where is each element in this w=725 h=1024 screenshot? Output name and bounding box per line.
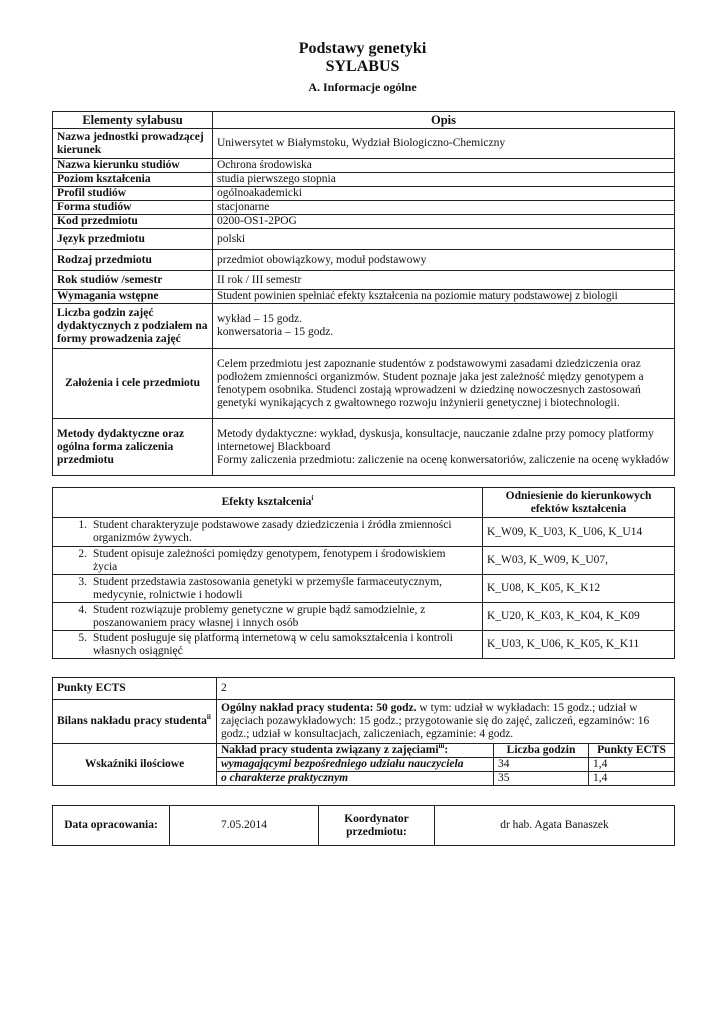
table-row bbox=[53, 129, 675, 159]
work-header-suffix: : bbox=[444, 744, 449, 756]
col-header-effects bbox=[53, 488, 483, 518]
effect-refs: K_U03, K_U06, K_K05, K_K11 bbox=[483, 631, 675, 659]
effect-number: 5. bbox=[78, 631, 87, 644]
hours-value bbox=[213, 304, 675, 349]
methods-assessment: Formy zaliczenia przedmiotu: zaliczenie na ocenę konwersatoriów, zaliczenie na ocenę wykładów bbox=[217, 453, 670, 466]
table-row bbox=[53, 744, 675, 758]
effect-refs: K_W03, K_W09, K_U07, bbox=[483, 547, 675, 575]
footer-table bbox=[52, 805, 675, 846]
section-title: A. Informacje ogólne bbox=[308, 80, 417, 94]
col-header-description: Opis bbox=[213, 112, 675, 129]
row-label: Forma studiów bbox=[53, 201, 213, 215]
table-row bbox=[53, 215, 675, 229]
row-label: Kod przedmiotu bbox=[53, 215, 213, 229]
effect-text: Student opisuje zależności pomiędzy genotypem, fenotypem i środowiskiem życia bbox=[93, 547, 446, 573]
work-row-label: wymagającymi bezpośredniego udziału nauczyciela bbox=[217, 758, 494, 772]
effect-refs: K_U20, K_K03, K_K04, K_K09 bbox=[483, 603, 675, 631]
table-row bbox=[53, 547, 675, 575]
effect-number: 2. bbox=[78, 547, 87, 560]
table-row bbox=[53, 173, 675, 187]
table-header-row bbox=[53, 488, 675, 518]
row-value: studia pierwszego stopnia bbox=[213, 173, 675, 187]
coordinator-value: dr hab. Agata Banaszek bbox=[435, 806, 675, 846]
row-value: II rok / III semestr bbox=[213, 271, 675, 290]
course-title: Podstawy genetyki bbox=[298, 40, 427, 57]
row-label: Poziom kształcenia bbox=[53, 173, 213, 187]
row-value: stacjonarne bbox=[213, 201, 675, 215]
effect-text: Student rozwiązuje problemy genetyczne w grupie bądź samodzielnie, z poszanowaniem pracy własnej i innych osób bbox=[93, 603, 426, 629]
row-value: przedmiot obowiązkowy, moduł podstawowy bbox=[213, 250, 675, 271]
goals-value: Celem przedmiotu jest zapoznanie studentów z podstawowymi zasadami dziedziczenia oraz podłożem zmienności organizmów. Student poznaje jaka jest zależność między genotypem a fenotypem osobnika. Studenci zostają wprowadzeni w dziedzinę nowoczesnych zastosowań genetyki wynikających z gwałtownego rozwoju inżynierii genetycznej i biotechnologii. bbox=[213, 349, 675, 419]
row-value: ogólnoakademicki bbox=[213, 187, 675, 201]
ects-header: Punkty ECTS bbox=[589, 744, 675, 758]
indicators-label: Wskaźniki ilościowe bbox=[53, 744, 217, 786]
workload-label bbox=[53, 700, 217, 744]
work-row-hours: 34 bbox=[494, 758, 589, 772]
table-row bbox=[53, 349, 675, 419]
table-row bbox=[53, 290, 675, 304]
ects-points-label: Punkty ECTS bbox=[53, 678, 217, 700]
table-row bbox=[53, 678, 675, 700]
learning-outcomes-table bbox=[52, 487, 675, 659]
date-value: 7.05.2014 bbox=[170, 806, 319, 846]
table-row bbox=[53, 806, 675, 846]
date-label: Data opracowania: bbox=[53, 806, 170, 846]
methods-didactic: Metody dydaktyczne: wykład, dyskusja, konsultacje, nauczanie zdalne przy pomocy platformy internetowej Blackboard bbox=[217, 427, 654, 453]
ects-points-value: 2 bbox=[217, 678, 675, 700]
table-row bbox=[53, 250, 675, 271]
effect-cell bbox=[53, 518, 483, 547]
work-row-label: o charakterze praktycznym bbox=[217, 772, 494, 786]
table-row bbox=[53, 518, 675, 547]
effect-text: Student charakteryzuje podstawowe zasady dziedziczenia i źródła zmienności organizmów żywych. bbox=[93, 519, 452, 544]
effect-cell bbox=[53, 547, 483, 575]
table-row bbox=[53, 187, 675, 201]
table-row bbox=[53, 229, 675, 250]
row-label: Nazwa kierunku studiów bbox=[53, 159, 213, 173]
effect-number: 3. bbox=[78, 575, 87, 588]
effect-number: 1. bbox=[78, 519, 87, 531]
col-header-elements: Elementy sylabusu bbox=[53, 112, 213, 129]
work-header-text: Nakład pracy studenta związany z zajęciami bbox=[221, 744, 439, 756]
effect-cell bbox=[53, 631, 483, 659]
table-row bbox=[53, 631, 675, 659]
work-header bbox=[217, 744, 494, 758]
table-header-row bbox=[53, 112, 675, 129]
table-row bbox=[53, 419, 675, 476]
row-label: Język przedmiotu bbox=[53, 229, 213, 250]
footnote-marker: iii bbox=[438, 742, 445, 751]
effect-cell bbox=[53, 575, 483, 603]
row-value: Uniwersytet w Białymstoku, Wydział Biologiczno-Chemiczny bbox=[213, 129, 675, 159]
ects-table bbox=[52, 677, 675, 786]
row-value: polski bbox=[213, 229, 675, 250]
coordinator-label: Koordynator przedmiotu: bbox=[319, 806, 435, 846]
row-value: Student powinien spełniać efekty kształcenia na poziomie matury podstawowej z biologii bbox=[213, 290, 675, 304]
effect-cell bbox=[53, 603, 483, 631]
footnote-marker: ii bbox=[206, 713, 211, 722]
table-row bbox=[53, 304, 675, 349]
document-header bbox=[0, 40, 725, 95]
table-row bbox=[53, 201, 675, 215]
table-row bbox=[53, 603, 675, 631]
table-row bbox=[53, 575, 675, 603]
workload-breakdown: w tym: udział w wykładach: 15 godz.; udział w zajęciach pozawykładowych: 15 godz.; przygotowanie się do zajęć, zaliczeń, egzaminów: 16 godz.; udział w konsultacjach, zaliczeniach, egzaminie: 4 godz. bbox=[221, 702, 650, 740]
hours-label: Liczba godzin zajęć dydaktycznych z podziałem na formy prowadzenia zajęć bbox=[53, 304, 213, 349]
row-value: 0200-OS1-2POG bbox=[213, 215, 675, 229]
table-row bbox=[53, 159, 675, 173]
workload-total: Ogólny nakład pracy studenta: 50 godz. bbox=[221, 702, 417, 714]
methods-value bbox=[213, 419, 675, 476]
hours-conversatory: konwersatoria – 15 godz. bbox=[217, 326, 334, 338]
methods-label: Metody dydaktyczne oraz ogólna forma zaliczenia przedmiotu bbox=[53, 419, 213, 476]
effect-number: 4. bbox=[78, 603, 87, 616]
footnote-marker: i bbox=[311, 494, 314, 503]
work-row-ects: 1,4 bbox=[589, 758, 675, 772]
table-row bbox=[53, 700, 675, 744]
effect-refs: K_W09, K_U03, K_U06, K_U14 bbox=[483, 518, 675, 547]
row-label: Profil studiów bbox=[53, 187, 213, 201]
workload-value bbox=[217, 700, 675, 744]
col-header-references: Odniesienie do kierunkowych efektów kształcenia bbox=[483, 488, 675, 518]
row-label: Nazwa jednostki prowadzącej kierunek bbox=[53, 129, 213, 159]
row-label: Wymagania wstępne bbox=[53, 290, 213, 304]
workload-label-text: Bilans nakładu pracy studenta bbox=[57, 715, 207, 727]
table-row bbox=[53, 271, 675, 290]
row-label: Rodzaj przedmiotu bbox=[53, 250, 213, 271]
hours-header: Liczba godzin bbox=[494, 744, 589, 758]
col-header-effects-label: Efekty kształcenia bbox=[221, 496, 312, 508]
effect-text: Student posługuje się platformą internetową w celu samokształcenia i kontroli własnych osiągnięć bbox=[93, 631, 453, 657]
effect-text: Student przedstawia zastosowania genetyki w przemyśle farmaceutycznym, medycynie, rolnictwie i hodowli bbox=[93, 575, 443, 601]
document-type: SYLABUS bbox=[325, 58, 400, 75]
work-row-ects: 1,4 bbox=[589, 772, 675, 786]
general-info-table bbox=[52, 111, 675, 476]
work-row-hours: 35 bbox=[494, 772, 589, 786]
row-label: Rok studiów /semestr bbox=[53, 271, 213, 290]
hours-lecture: wykład – 15 godz. bbox=[217, 313, 302, 325]
goals-label: Założenia i cele przedmiotu bbox=[53, 349, 213, 419]
effect-refs: K_U08, K_K05, K_K12 bbox=[483, 575, 675, 603]
row-value: Ochrona środowiska bbox=[213, 159, 675, 173]
